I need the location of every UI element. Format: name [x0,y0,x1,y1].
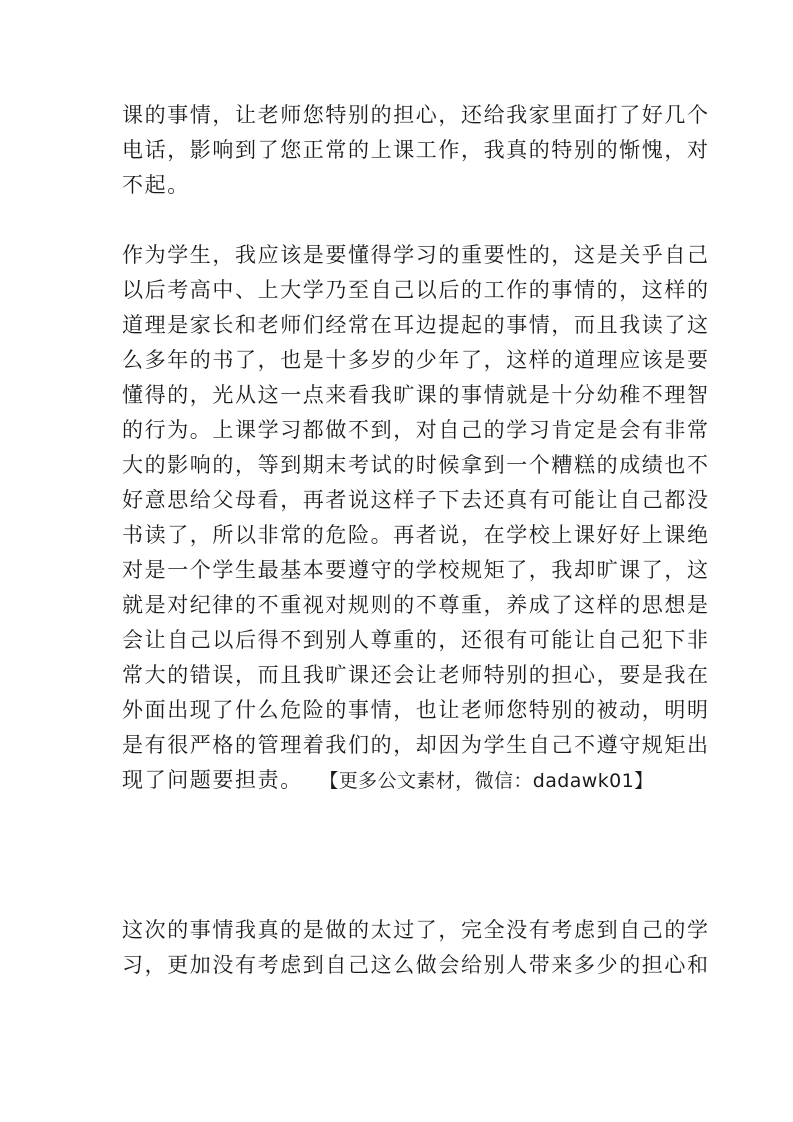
paragraph-1 [122,98,710,203]
text-line: 对是一个学生最基本要遵守的学校规矩了，我却旷课了，这 [122,558,710,582]
text-line: 作为学生，我应该是要懂得学习的重要性的，这是关乎自己 [122,243,710,267]
text-line: 就是对纪律的不重视对规则的不尊重，养成了这样的思想是 [122,593,710,617]
text-line: 书读了，所以非常的危险。再者说，在学校上课好好上课绝 [122,523,710,547]
text-line: 大的影响的，等到期末考试的时候拿到一个糟糕的成绩也不 [122,453,710,477]
text-line-with-note [122,763,682,798]
paragraph-2 [122,238,710,798]
text-line: 习，更加没有考虑到自己这么做会给别人带来多少的担心和 [122,953,710,977]
text-line: 电话，影响到了您正常的上课工作，我真的特别的惭愧，对 [122,138,710,162]
text-line: 以后考高中、上大学乃至自己以后的工作的事情的，这样的 [122,278,710,302]
paragraph-3 [122,913,710,983]
promo-note: 【更多公文素材，微信：dadawk01】 [319,770,654,792]
text-line: 好意思给父母看，再者说这样子下去还真有可能让自己都没 [122,488,710,512]
text-line: 现了问题要担责。 [122,768,303,792]
text-line: 不起。 [122,173,190,197]
text-line: 这次的事情我真的是做的太过了，完全没有考虑到自己的学 [122,918,710,942]
text-line: 会让自己以后得不到别人尊重的，还很有可能让自己犯下非 [122,628,710,652]
text-line: 的行为。上课学习都做不到，对自己的学习肯定是会有非常 [122,418,710,442]
text-line: 外面出现了什么危险的事情，也让老师您特别的被动，明明 [122,698,710,722]
text-line: 道理是家长和老师们经常在耳边提起的事情，而且我读了这 [122,313,710,337]
text-line: 常大的错误，而且我旷课还会让老师特别的担心，要是我在 [122,663,710,687]
text-line: 么多年的书了，也是十多岁的少年了，这样的道理应该是要 [122,348,710,372]
text-line: 是有很严格的管理着我们的，却因为学生自己不遵守规矩出 [122,733,710,757]
text-line: 懂得的，光从这一点来看我旷课的事情就是十分幼稚不理智 [122,383,710,407]
text-line: 课的事情，让老师您特别的担心，还给我家里面打了好几个 [122,103,710,127]
